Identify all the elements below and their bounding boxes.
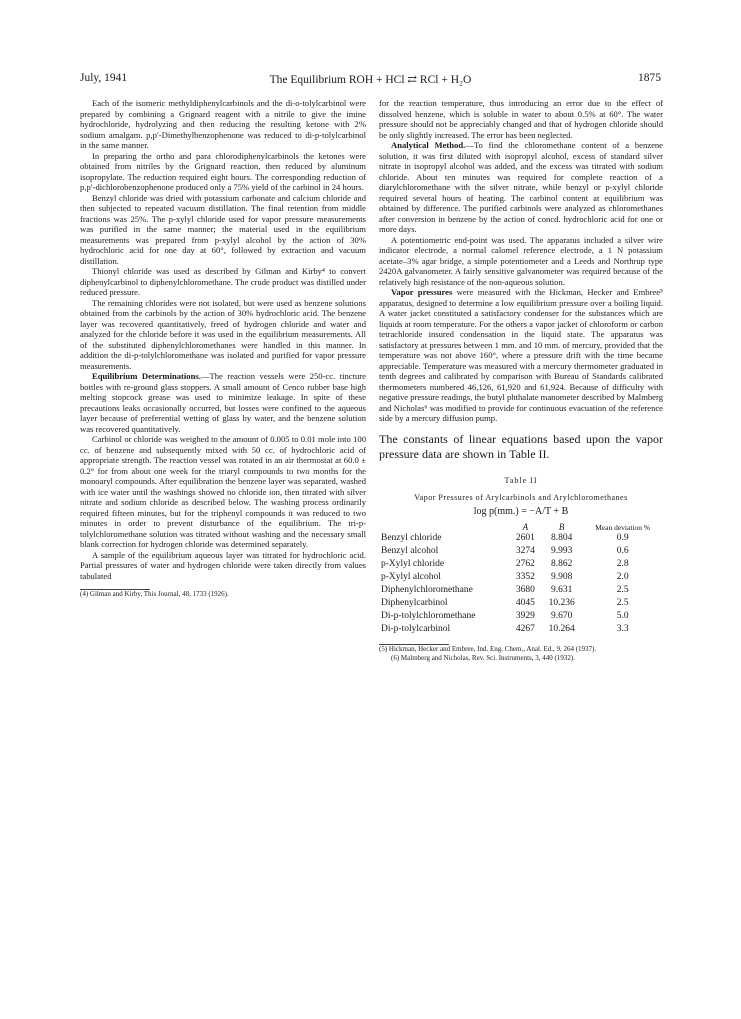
- cell-b: 9.993: [550, 546, 573, 556]
- cell-a: 2762: [515, 559, 535, 569]
- cell-deviation: 2.8: [616, 559, 629, 569]
- col-header-a: A: [522, 521, 529, 532]
- col-header-b: B: [558, 521, 565, 532]
- cell-name: Di-p-tolylcarbinol: [381, 624, 451, 634]
- paragraph-text: —To find the chloromethane content of a benzene solution, it was first diluted with isopropyl alcohol, excess of standard silver nitrate in isopropyl alcohol was added, and the excess was titrated with sodium chloride. About ten minutes was required for complete reaction of a diarylchloromethane with the silver nitrate, while benzyl or p-xylyl chloride required several hours of heating. The carbinol content at equilibrium was obtained by difference. The purified carbinols were analyzed as chloromethanes after conversion in benzene by the action of concd. hydrochloric acid for one or more days.: [379, 140, 664, 234]
- vapor-pressure-table: [379, 522, 663, 637]
- paragraph-text: —The reaction vessels were 250-cc. tincture bottles with re-ground glass stoppers. A small amount of Cenco rubber base high melting stopcock grease was used to minimize leakage. In spite of these precautions leaks occasionally occurred, but losses were confined to the aqueous layer because of preferential wetting of glass by water, and the benzene solution was recovered quantitatively.: [80, 371, 366, 434]
- cell-name: Diphenylcarbinol: [381, 598, 448, 608]
- cell-a: 3352: [515, 572, 535, 582]
- cell-name: Diphenylchloromethane: [381, 585, 473, 595]
- header-title: The Equilibrium ROH + HCl ⇄ RCl + H₂O: [269, 74, 472, 86]
- paragraph: The constants of linear equations based upon the vapor pressure data are shown in Table II.: [379, 431, 663, 461]
- cell-b: 8.862: [550, 559, 573, 569]
- paragraph: The remaining chlorides were not isolated, but were used as benzene solutions obtained from the carbinols by the action of 30% hydrochloric acid. The benzene layer was recovered quantitatively, freed of hydrogen chloride and water and analyzed for the chloride before it was used in the equilibrium measurements. All of the substituted diphenylchloromethanes were handled in this manner. In addition the di-p-tolylchloromethane was isolated and purified for vapor pressure measurements.: [80, 297, 366, 371]
- table-header-row: [379, 522, 663, 533]
- right-column: [379, 98, 663, 663]
- cell-name: p-Xylyl alcohol: [381, 572, 441, 582]
- section-heading: Analytical Method.: [391, 140, 466, 150]
- cell-b: 10.264: [548, 624, 575, 634]
- footnote: (4) Gilman and Kirby, This Journal, 48, 1733 (1926).: [80, 590, 229, 598]
- cell-a: 4267: [515, 624, 535, 634]
- paragraph: A potentiometric end-point was used. The apparatus included a silver wire indicator electrode, a normal calomel reference electrode, a 1 N potassium acetate–3% agar bridge, a simple potentiometer and a Leeds and Northrup type 2420A galvanometer. A fairly sensitive galvanometer was required because of the relatively high resistance of the non-aqueous solution.: [379, 234, 663, 287]
- cell-deviation: 2.0: [616, 572, 629, 582]
- cell-deviation: 2.5: [616, 585, 629, 595]
- cell-b: 10.236: [548, 598, 575, 608]
- section-heading: Vapor pressures: [391, 287, 453, 297]
- footnote: (5) Hickman, Hecker and Embree, Ind. Eng. Chem., Anal. Ed., 9, 264 (1937).: [379, 645, 597, 653]
- running-header: [80, 72, 661, 92]
- table-row: [379, 610, 663, 623]
- cell-name: Benzyl alcohol: [381, 546, 439, 556]
- paragraph: Thionyl chloride was used as described by Gilman and Kirby⁴ to convert diphenylcarbinol to diphenylchloromethane. The crude product was distilled under reduced pressure.: [80, 266, 366, 297]
- cell-b: 9.670: [550, 611, 573, 621]
- col-header-name: [379, 522, 510, 533]
- paragraph: A sample of the equilibrium aqueous layer was titrated for hydrochloric acid. Partial pressures of water and hydrogen chloride were taken directly from values tabulated: [80, 549, 366, 581]
- table-row: [379, 571, 663, 584]
- cell-deviation: 0.6: [616, 546, 629, 556]
- paragraph: Carbinol or chloride was weighed to the amount of 0.005 to 0.01 mole into 100 cc. of benzene and subsequently mixed with 50 cc. of hydrochloric acid of appropriate strength. The reaction vessel was rotated in an air thermostat at 60.0 ± 0.2° for from about one week for the triaryl compounds to two months for the monoaryl compounds. After equilibration the benzene layer was separated, washed with ice water until the washings showed no chloride ion, then titrated with silver nitrate and sodium chloride as described below. The washing process ordinarily required fifteen minutes, but for the triphenyl compounds it was reduced to two minutes in order to prevent disturbance of the equilibrium. The tri-p-tolylchloromethane solution was titrated without washing and the necessary small blank correction for hydrogen chloride was determined separately.: [80, 434, 366, 549]
- table-row: [379, 584, 663, 597]
- cell-deviation: 3.3: [616, 624, 629, 634]
- cell-name: p-Xylyl chloride: [381, 559, 445, 569]
- left-column: [80, 98, 366, 599]
- table-row: [379, 597, 663, 610]
- cell-deviation: 0.9: [616, 533, 629, 543]
- cell-name: Benzyl chloride: [381, 533, 442, 543]
- cell-b: 9.631: [550, 585, 573, 595]
- footnote: (6) Malmberg and Nicholas, Rev. Sci. Instruments, 3, 440 (1932).: [391, 654, 575, 662]
- cell-a: 3929: [515, 611, 535, 621]
- paragraph: [80, 371, 366, 434]
- cell-a: 3680: [515, 585, 535, 595]
- paragraph: In preparing the ortho and para chlorodiphenylcarbinols the ketones were obtained from nitriles by the Grignard reaction, then reduced by aluminum isopropylate. The reduction required eight hours. The corresponding reduction of p,p′-dichlorobenzophenone produced only a 75% yield of the carbinol in 24 hours.: [80, 150, 366, 192]
- cell-a: 3274: [515, 546, 535, 556]
- paragraph: [379, 140, 663, 235]
- cell-a: 4045: [515, 598, 535, 608]
- table-row: [379, 532, 663, 545]
- paragraph-text: were measured with the Hickman, Hecker and Embree⁵ apparatus, designed to determine a low equilibrium pressure over a boiling liquid. A water jacket constituted a satisfactory condenser for the substances which are liquids at room temperature. For the others a vapor jacket of chloroform or carbon tetrachloride insured condensation in the liquid state. The apparatus was satisfactory at pressures between 1 mm. and 10 mm. of mercury, provided that the temperature was not above 160°, where a pressure drift with the time became appreciable. Temperature was measured with a mercury thermometer graduated in tenth degrees and calibrated by comparison with Bureau of Standards calibrated thermometers numbered 46,126, 61,920 and 61,924. Because of difficulty with negative pressure readings, the butyl phthalate manometer described by Malmberg and Nicholas⁶ was modified to provide for continuous evacuation of the reference side by a mercury diffusion pump.: [379, 287, 663, 423]
- header-date: July, 1941: [80, 72, 128, 84]
- header-page-number: 1875: [638, 72, 661, 84]
- cell-a: 2601: [515, 533, 535, 543]
- paragraph: for the reaction temperature, thus introducing an error due to the effect of dissolved benzene, which is soluble in water to about 0.5% at 60°. The water pressure should not be appreciably changed and that of hydrogen chloride should be only slightly increased. The error has been neglected.: [379, 98, 663, 140]
- cell-b: 9.908: [550, 572, 573, 582]
- section-heading: Equilibrium Determinations.: [92, 371, 201, 381]
- paragraph: [379, 287, 663, 424]
- table-title: Vapor Pressures of Arylcarbinols and Arylchloromethanes: [414, 493, 628, 502]
- table-equation: log p(mm.) = −A/T + B: [473, 506, 569, 517]
- paragraph: Benzyl chloride was dried with potassium carbonate and calcium chloride and then subjected to repeated vacuum distillation. The final retention from middle fractions was 25%. The p-xylyl chloride used for vapor pressure measurements was purified in the same manner; the material used in the equilibrium measurements was prepared from p-xylyl alcohol by the action of 30% hydrochloric acid for one day at 60°, followed by extraction and vacuum distillation.: [80, 192, 366, 266]
- col-header-deviation: Mean deviation %: [595, 522, 651, 532]
- cell-deviation: 5.0: [616, 611, 629, 621]
- cell-deviation: 2.5: [616, 598, 629, 608]
- table-label: Table II: [504, 475, 538, 485]
- table-row: [379, 558, 663, 571]
- paragraph: Each of the isomeric methyldiphenylcarbinols and the di-o-tolylcarbinol were prepared by combining a Grignard reagent with a nitrile to give the imine hydrochloride, hydrolyzing and then reducing the resulting ketone with 2% sodium amalgam. p,p′-Dimethylbenzophenone was reduced to di-p-tolylcarbinol in the same manner.: [80, 98, 366, 150]
- table-row: [379, 545, 663, 558]
- cell-b: 8.804: [550, 533, 573, 543]
- table-row: [379, 623, 663, 636]
- cell-name: Di-p-tolylchloromethane: [381, 611, 476, 621]
